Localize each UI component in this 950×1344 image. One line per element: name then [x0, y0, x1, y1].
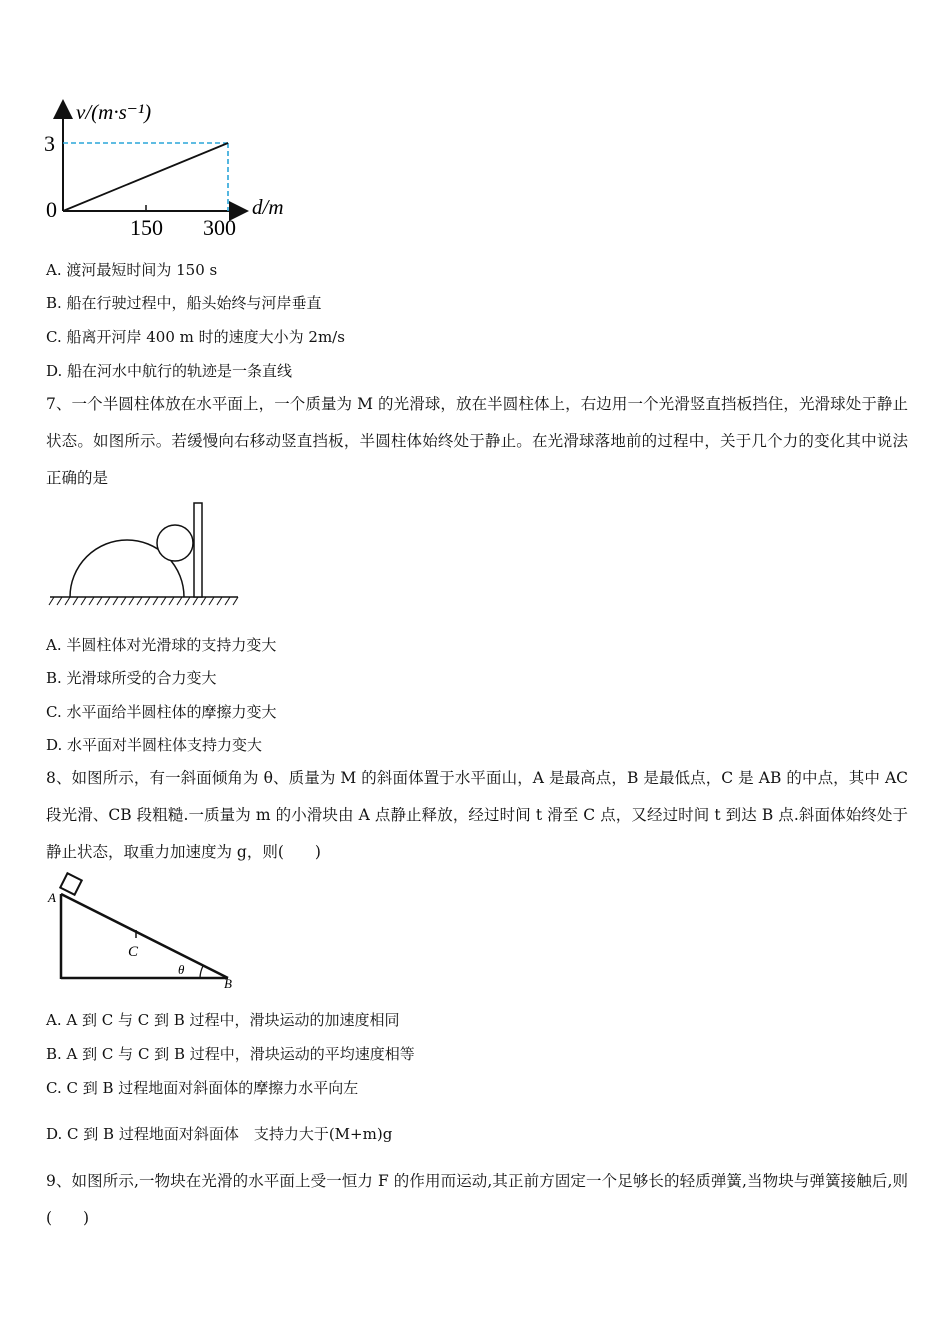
x-axis-label: d/m: [252, 195, 284, 219]
q8-stem: 8、如图所示，有一斜面倾角为 θ、质量为 M 的斜面体置于水平面山，A 是最高点，B 是最低点，C 是 AB 的中点，其中 AC 段光滑、CB 段粗糙.一质量为 m 的小滑块由 A 点静止释放，经过时间 t 滑至 C 点，又经过时间 t 到达 B 点.斜面体始终处于静止状态，取重力加速度为 g，则( ): [46, 769, 908, 861]
x-tick-label-150: 150: [130, 215, 163, 240]
incline-slope: [61, 894, 228, 978]
q7-option-d: D. 水平面对半圆柱体支持力变大: [46, 736, 263, 754]
q8-option-d: D. C 到 B 过程地面对斜面体 支持力大于(M+m)g: [46, 1125, 393, 1143]
label-a: A: [48, 890, 56, 905]
sliding-block: [60, 873, 81, 894]
half-cylinder-figure: [46, 500, 246, 610]
q7-option-b: B. 光滑球所受的合力变大: [46, 669, 217, 687]
q6-option-c: C. 船离开河岸 400 m 时的速度大小为 2m/s: [46, 328, 345, 346]
ground-hatching: [49, 597, 238, 605]
q6-option-a: A. 渡河最短时间为 150 s: [46, 261, 218, 279]
label-c: C: [128, 944, 139, 960]
q7-option-c: C. 水平面给半圆柱体的摩擦力变大: [46, 703, 277, 721]
x-tick-label-300: 300: [203, 215, 236, 240]
q8-option-c: C. C 到 B 过程地面对斜面体的摩擦力水平向左: [46, 1079, 359, 1097]
incline-figure: [44, 872, 244, 992]
q7-stem: 7、一个半圆柱体放在水平面上，一个质量为 M 的光滑球，放在半圆柱体上，右边用一个光滑竖直挡板挡住，光滑球处于静止状态。如图所示。若缓慢向右移动竖直挡板，半圆柱体始终处于静止。在光滑球落地前的过程中，关于几个力的变化其中说法正确的是: [46, 395, 908, 487]
vertical-board: [194, 503, 202, 597]
velocity-distance-graph: [40, 95, 310, 245]
q8-option-a: A. A 到 C 与 C 到 B 过程中，滑块运动的加速度相同: [46, 1011, 400, 1029]
angle-arc: [200, 966, 203, 978]
q6-option-d: D. 船在河水中航行的轨迹是一条直线: [46, 362, 293, 380]
smooth-ball: [157, 525, 193, 561]
velocity-line: [63, 143, 228, 211]
q9-stem: 9、如图所示,一物块在光滑的水平面上受一恒力 F 的作用而运动,其正前方固定一个足够长的轻质弹簧,当物块与弹簧接触后,则( ): [46, 1172, 908, 1227]
q8-option-b: B. A 到 C 与 C 到 B 过程中，滑块运动的平均速度相等: [46, 1045, 415, 1063]
label-theta: θ: [178, 962, 185, 977]
q6-option-b: B. 船在行驶过程中，船头始终与河岸垂直: [46, 294, 322, 312]
label-b: B: [224, 976, 232, 991]
q7-option-a: A. 半圆柱体对光滑球的支持力变大: [46, 636, 277, 654]
y-tick-label: 3: [44, 131, 55, 156]
y-axis-label: v/(m·s⁻¹): [76, 100, 152, 124]
origin-label: 0: [46, 197, 57, 222]
